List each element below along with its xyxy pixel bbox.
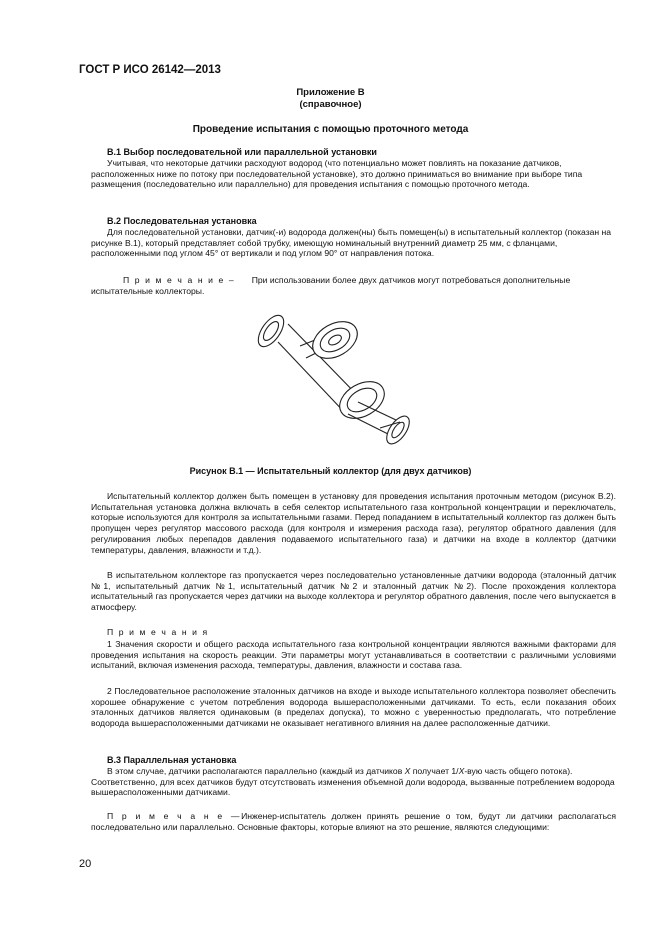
paragraph-b1: Учитывая, что некоторые датчики расходуют водород (что потенциально может повлиять на показание датчиков, расположенных ниже по потоку при последовательной установке), это должно приниматься во внимание при выборе типа размещения (последовательно или параллельно) для проведения испытания с помощью проточного метода. — [91, 158, 583, 190]
standard-header: ГОСТ Р ИСО 26142—2013 — [79, 64, 221, 76]
heading-b3: В.3 Параллельная установка — [107, 755, 237, 765]
test-manifold-figure — [240, 306, 420, 456]
paragraph-1: Испытательный коллектор должен быть помещен в установку для проведения испытания проточным методом (рисунок В.2). Испытательная установка должна включать в себя селектор испытательного газа контрольной концентрации и переключатель, которые используются для контроля за испытательными газами. Перед попаданием в испытательный коллектор газ должен быть пропущен через регулятор массового расхода (для контроля и измерения расхода газа), регулятор обратного давления (для регулирования любых перепадов давления подаваемого испытательного газа) и датчики на входе в коллектор (датчики температуры, давления, влажности и т.д.). — [91, 491, 616, 555]
b3-text-b: получает 1/ — [410, 766, 459, 776]
heading-b2: В.2 Последовательная установка — [107, 216, 257, 226]
b3-text-c: -вую часть общего потока). Соответственно, для всех датчиков будут отсутствовать изменения объемной доли водорода, вызванные потреблением водорода вышерасположенными датчиками. — [91, 766, 615, 798]
note-b3-text: Инженер-испытатель должен принять решение о том, будут ли датчики располагаться последовательно или параллельно. Основные факторы, которые влияют на это решение, являются следующими: — [91, 811, 616, 832]
notes-label: П р и м е ч а н и я — [107, 627, 209, 637]
paragraph-b3 — [91, 766, 616, 798]
b3-text-a: В этом случае, датчики располагаются параллельно (каждый из датчиков — [107, 766, 405, 776]
note-b2 — [91, 275, 616, 296]
b3-var-x: X — [404, 766, 411, 776]
paragraph-b2: Для последовательной установки, датчик(-и) водорода должен(ны) быть помещен(ы) в испытательный коллектор (показан на рисунке В.1), который представляет собой трубку, имеющую номинальный внутренний диаметр 25 мм, с фланцами, расположенными под углом 45° от вертикали и под углом 90° от направления потока. — [91, 227, 612, 259]
note-1: 1 Значения скорости и общего расхода испытательного газа контрольной концентрации являются важными факторами для проведения испытания на скорость реакции. Эти параметры могут устанавливаться в соответствии с различными условиями испытаний, включая изменения расхода, температуры, давления, влажности и состава газа. — [91, 639, 616, 671]
note-b3 — [91, 811, 616, 832]
page-number: 20 — [79, 858, 92, 870]
heading-b1: В.1 Выбор последовательной или параллельной установки — [107, 147, 377, 157]
note-b2-label: П р и м е ч а н и е – — [123, 275, 236, 285]
b3-var-x2: X — [458, 766, 465, 776]
figure-caption: Рисунок В.1 — Испытательный коллектор (для двух датчиков) — [189, 466, 472, 476]
annex-subtitle: (справочное) — [299, 99, 362, 110]
annex-title: Приложение В — [296, 87, 365, 98]
note-b3-label: П р и м е ч а н е — — [107, 811, 242, 821]
section-title: Проведение испытания с помощью проточного метода — [192, 124, 469, 135]
note-b2-text: При использовании более двух датчиков могут потребоваться дополнительные испытательные коллекторы. — [91, 275, 571, 296]
paragraph-2: В испытательном коллекторе газ пропускается через последовательно установленные датчики водорода (эталонный датчик №1, испытательный датчик №1, испытательный датчик №2 и эталонный датчик №2). После прохождения коллектора испытательный газ пропускается через датчики на выходе коллектора и регулятор обратного давления, после чего выпускается в атмосферу. — [91, 570, 616, 613]
note-2: 2 Последовательное расположение эталонных датчиков на входе и выходе испытательного коллектора позволяет обеспечить хорошее обнаружение с учетом потребления водорода вышерасположенными датчиками. То есть, если показания обоих эталонных датчиков является одинаковым (в пределах допуска), то можно с уверенностью предполагать, что потребление водорода вышерасположенными датчиками не оказывает негативного влияния на далее расположенные датчики. — [91, 686, 616, 729]
